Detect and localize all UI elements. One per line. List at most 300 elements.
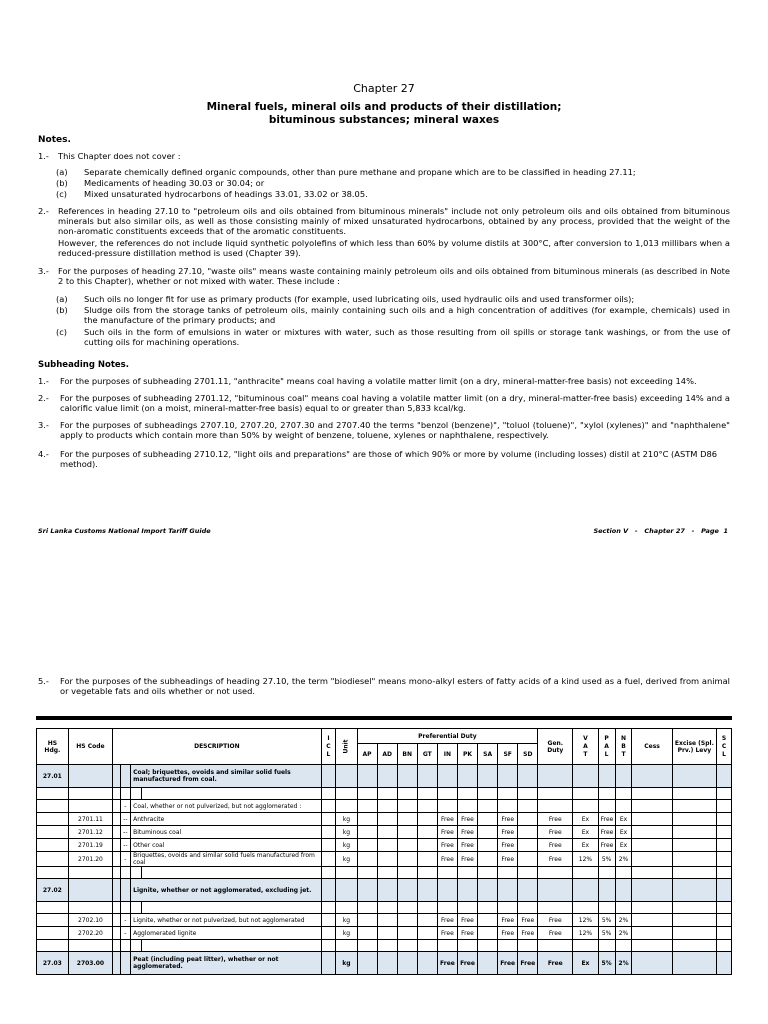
table-cell	[113, 914, 120, 927]
hs-code-cell: 2702.10	[68, 914, 112, 927]
bn-cell	[397, 765, 417, 788]
vat-cell: Ex	[573, 839, 598, 852]
description-cell: Anthracite	[131, 813, 321, 826]
pal-cell: Free	[598, 813, 615, 826]
table-cell	[68, 902, 112, 914]
ap-cell	[357, 826, 377, 839]
unit-cell: kg	[336, 813, 357, 826]
note3-item-a: Such oils no longer fit for use as primary products (for example, used lubricating oils, used hydraulic oils and used transformer oils);	[84, 294, 635, 304]
footer-page-info: Section V - Chapter 27 - Page 1	[593, 527, 728, 535]
subnote2-text: For the purposes of subheading 2701.12, "bituminous coal" means coal having a volatile matter limit (on a dry, mineral-matter-free basis) exceeding 14% and a calorific value limit (on a moist, mineral-matter-free basis) equal to or greater than 5,833 kcal/kg.	[60, 393, 730, 413]
icl-cell	[321, 914, 336, 927]
table-cell	[113, 867, 120, 879]
table-cell	[113, 940, 120, 952]
bn-cell	[397, 826, 417, 839]
hs-heading-cell: 27.02	[37, 879, 69, 902]
table-row	[37, 952, 732, 975]
icl-cell	[321, 765, 336, 788]
col-excise: Excise (Spl. Prv.) Levy	[672, 729, 716, 765]
pk-cell: Free	[457, 927, 477, 940]
table-cell	[672, 788, 716, 800]
table-cell	[357, 902, 377, 914]
note2-number: 2.-	[38, 206, 49, 216]
nbt-cell: 2%	[615, 852, 632, 867]
sd-cell: Free	[518, 927, 538, 940]
note3-item-a-label: (a)	[56, 294, 68, 304]
table-row	[37, 902, 732, 914]
col-gt: GT	[417, 744, 437, 765]
note2-text: References in heading 27.10 to "petroleum oils and oils obtained from bituminous minerals" include not only petroleum oils and oils obtained from bituminous minerals but also similar oils, as well as those consisting mainly of mixed unsaturated hydrocarbons, obtained by any process, provided that the weight of the non-aromatic constituents exceeds that of the aromatic constituents.	[58, 206, 730, 236]
table-cell	[113, 765, 120, 788]
hs-code-cell: 2703.00	[68, 952, 112, 975]
description-cell: Coal, whether or not pulverized, but not agglomerated :	[131, 800, 321, 813]
table-cell	[672, 902, 716, 914]
unit-cell	[336, 879, 357, 902]
sf-cell: Free	[498, 852, 518, 867]
description-cell: Bituminous coal	[131, 826, 321, 839]
table-cell	[478, 940, 498, 952]
in-cell: Free	[437, 839, 457, 852]
gt-cell	[417, 765, 437, 788]
table-header-row-1	[37, 729, 732, 744]
sd-cell	[518, 839, 538, 852]
table-cell	[672, 940, 716, 952]
table-cell	[717, 902, 732, 914]
unit-cell: kg	[336, 952, 357, 975]
tariff-table-body	[37, 765, 732, 975]
gen-duty-cell: Free	[538, 826, 573, 839]
unit-cell: kg	[336, 826, 357, 839]
vat-cell: Ex	[573, 952, 598, 975]
sd-cell	[518, 765, 538, 788]
dash-cell: -	[120, 914, 131, 927]
table-cell	[37, 940, 69, 952]
table-cell	[457, 788, 477, 800]
sf-cell: Free	[498, 914, 518, 927]
table-cell	[37, 867, 69, 879]
gen-duty-cell: Free	[538, 927, 573, 940]
gen-duty-cell	[538, 765, 573, 788]
subheading-notes-heading: Subheading Notes.	[38, 360, 129, 370]
cess-cell	[632, 800, 672, 813]
note3-item-c: Such oils in the form of emulsions in water or mixtures with water, such as those resulting from oil spills or storage tank washings, or from the use of cutting oils for machining operations.	[84, 327, 730, 347]
hs-code-cell	[68, 879, 112, 902]
table-cell	[68, 788, 112, 800]
description-cell: Other coal	[131, 839, 321, 852]
table-cell	[120, 788, 131, 800]
table-cell	[457, 867, 477, 879]
dash-cell: --	[120, 839, 131, 852]
sd-cell	[518, 800, 538, 813]
table-cell	[113, 852, 120, 867]
table-cell	[538, 788, 573, 800]
col-cess: Cess	[632, 729, 672, 765]
note1-item-b-label: (b)	[56, 178, 68, 188]
table-row	[37, 867, 732, 879]
col-ap: AP	[357, 744, 377, 765]
table-cell	[397, 867, 417, 879]
note1-item-c: Mixed unsaturated hydrocarbons of headings 33.01, 33.02 or 38.05.	[84, 189, 368, 199]
table-cell	[397, 940, 417, 952]
hs-code-cell: 2701.11	[68, 813, 112, 826]
pk-cell	[457, 879, 477, 902]
table-cell	[113, 902, 120, 914]
gt-cell	[417, 927, 437, 940]
table-row	[37, 852, 732, 867]
note3-text: For the purposes of heading 27.10, "waste oils" means waste containing mainly petroleum oils and oils obtained from bituminous minerals (as described in Note 2 to this Chapter), whether or not mixed with water. These include :	[58, 266, 730, 286]
vat-cell	[573, 765, 598, 788]
table-cell	[357, 867, 377, 879]
gt-cell	[417, 852, 437, 867]
excise-cell	[672, 852, 716, 867]
sf-cell	[498, 800, 518, 813]
unit-cell: kg	[336, 839, 357, 852]
subnote3-text: For the purposes of subheadings 2707.10, 2707.20, 2707.30 and 2707.40 the terms "benzol (benzene)", "toluol (toluene)", "xylol (xylenes)" and "naphthalene" apply to products which contain more than 50% by weight of benzene, toluene, xylenes or naphthalene, respectively.	[60, 420, 730, 440]
scl-cell	[717, 826, 732, 839]
table-row	[37, 914, 732, 927]
table-cell	[615, 940, 632, 952]
ap-cell	[357, 927, 377, 940]
unit-cell: kg	[336, 927, 357, 940]
cess-cell	[632, 765, 672, 788]
table-cell	[437, 788, 457, 800]
col-hs-hdg: HS Hdg.	[37, 729, 69, 765]
note1-item-a: Separate chemically defined organic compounds, other than pure methane and propane which are to be classified in heading 27.11;	[84, 167, 636, 177]
gen-duty-cell: Free	[538, 852, 573, 867]
table-cell	[357, 940, 377, 952]
note3-item-b-label: (b)	[56, 305, 68, 315]
pal-cell	[598, 800, 615, 813]
col-in: IN	[437, 744, 457, 765]
in-cell: Free	[437, 914, 457, 927]
vat-cell: 12%	[573, 914, 598, 927]
icl-cell	[321, 852, 336, 867]
icl-cell	[321, 879, 336, 902]
hs-heading-cell: 27.01	[37, 765, 69, 788]
col-nbt: N B T	[615, 729, 632, 765]
hs-heading-cell	[37, 839, 69, 852]
gen-duty-cell	[538, 800, 573, 813]
table-cell	[68, 940, 112, 952]
nbt-cell: Ex	[615, 826, 632, 839]
tariff-table	[36, 728, 732, 975]
hs-heading-cell	[37, 852, 69, 867]
excise-cell	[672, 765, 716, 788]
sa-cell	[478, 839, 498, 852]
table-cell	[336, 940, 357, 952]
nbt-cell: 2%	[615, 952, 632, 975]
table-cell	[113, 952, 120, 975]
hs-code-cell: 2701.20	[68, 852, 112, 867]
col-sf: SF	[498, 744, 518, 765]
gt-cell	[417, 826, 437, 839]
table-cell	[131, 867, 142, 879]
sd-cell	[518, 879, 538, 902]
vat-cell: Ex	[573, 813, 598, 826]
ad-cell	[377, 927, 397, 940]
table-cell	[518, 867, 538, 879]
pk-cell: Free	[457, 813, 477, 826]
table-cell	[113, 839, 120, 852]
table-cell	[68, 867, 112, 879]
table-cell	[538, 940, 573, 952]
col-hs-code: HS Code	[68, 729, 112, 765]
col-pk: PK	[457, 744, 477, 765]
icl-cell	[321, 826, 336, 839]
note3-number: 3.-	[38, 266, 49, 276]
pal-cell	[598, 765, 615, 788]
footer-guide-title: Sri Lanka Customs National Import Tariff Guide	[38, 527, 211, 535]
dash-cell: -	[120, 852, 131, 867]
table-cell	[598, 940, 615, 952]
table-cell	[321, 788, 336, 800]
gt-cell	[417, 800, 437, 813]
in-cell: Free	[437, 826, 457, 839]
sd-cell: Free	[518, 914, 538, 927]
table-cell	[377, 788, 397, 800]
sa-cell	[478, 952, 498, 975]
table-row	[37, 788, 732, 800]
sf-cell	[498, 879, 518, 902]
sf-cell: Free	[498, 813, 518, 826]
scl-cell	[717, 879, 732, 902]
excise-cell	[672, 826, 716, 839]
table-cell	[518, 788, 538, 800]
scl-cell	[717, 765, 732, 788]
dash-cell: --	[120, 813, 131, 826]
icl-cell	[321, 952, 336, 975]
icl-cell	[321, 800, 336, 813]
gen-duty-cell: Free	[538, 914, 573, 927]
in-cell: Free	[437, 952, 457, 975]
gen-duty-cell: Free	[538, 839, 573, 852]
ap-cell	[357, 914, 377, 927]
table-cell	[437, 867, 457, 879]
vat-cell	[573, 800, 598, 813]
table-cell	[336, 788, 357, 800]
unit-cell: kg	[336, 852, 357, 867]
table-cell	[417, 940, 437, 952]
col-preferential-duty: Preferential Duty	[357, 729, 538, 744]
pk-cell	[457, 800, 477, 813]
table-cell	[397, 902, 417, 914]
table-cell	[120, 867, 131, 879]
description-cell: Coal; briquettes, ovoids and similar solid fuels manufactured from coal.	[131, 765, 321, 788]
chapter-number: Chapter 27	[353, 82, 415, 95]
table-cell	[518, 902, 538, 914]
table-row	[37, 826, 732, 839]
ap-cell	[357, 813, 377, 826]
bn-cell	[397, 952, 417, 975]
pal-cell: 5%	[598, 927, 615, 940]
gt-cell	[417, 813, 437, 826]
col-bn: BN	[397, 744, 417, 765]
table-cell	[573, 788, 598, 800]
sf-cell: Free	[498, 927, 518, 940]
table-cell	[37, 902, 69, 914]
sd-cell: Free	[518, 952, 538, 975]
table-cell	[141, 940, 321, 952]
table-cell	[478, 867, 498, 879]
hs-code-cell	[68, 800, 112, 813]
col-vat: V A T	[573, 729, 598, 765]
dash-cell: -	[120, 927, 131, 940]
ap-cell	[357, 952, 377, 975]
gt-cell	[417, 914, 437, 927]
table-cell	[672, 867, 716, 879]
table-cell	[573, 940, 598, 952]
table-cell	[437, 940, 457, 952]
hs-heading-cell	[37, 800, 69, 813]
subnote4-text: For the purposes of subheading 2710.12, "light oils and preparations" are those of which 90% or more by volume (including losses) distil at 210°C (ASTM D86 method).	[60, 449, 718, 469]
bn-cell	[397, 839, 417, 852]
description-cell: Lignite, whether or not pulverized, but not agglomerated	[131, 914, 321, 927]
sa-cell	[478, 879, 498, 902]
note5-text: For the purposes of the subheadings of heading 27.10, the term "biodiesel" means mono-alkyl esters of fatty acids of a kind used as a fuel, derived from animal or vegetable fats and oils whether or not used.	[60, 676, 730, 696]
col-pal: P A L	[598, 729, 615, 765]
table-cell	[498, 902, 518, 914]
table-row	[37, 940, 732, 952]
chapter-title-line1: Mineral fuels, mineral oils and products of their distillation;	[206, 101, 562, 113]
sa-cell	[478, 800, 498, 813]
table-top-rule	[36, 716, 732, 720]
nbt-cell: 2%	[615, 914, 632, 927]
note5-number: 5.-	[38, 676, 49, 686]
table-cell	[437, 902, 457, 914]
sa-cell	[478, 927, 498, 940]
ap-cell	[357, 839, 377, 852]
bn-cell	[397, 800, 417, 813]
note1-number: 1.-	[38, 151, 49, 161]
table-cell	[321, 902, 336, 914]
table-cell	[377, 867, 397, 879]
subnote1-text: For the purposes of subheading 2701.11, "anthracite" means coal having a volatile matter limit (on a dry, mineral-matter-free basis) not exceeding 14%.	[60, 376, 697, 386]
ad-cell	[377, 800, 397, 813]
sa-cell	[478, 765, 498, 788]
dash-cell: -	[120, 800, 131, 813]
in-cell: Free	[437, 852, 457, 867]
table-cell	[131, 940, 142, 952]
table-cell	[598, 902, 615, 914]
excise-cell	[672, 879, 716, 902]
ad-cell	[377, 852, 397, 867]
gen-duty-cell: Free	[538, 813, 573, 826]
vat-cell	[573, 879, 598, 902]
scl-cell	[717, 927, 732, 940]
bn-cell	[397, 879, 417, 902]
pal-cell: Free	[598, 839, 615, 852]
dash-cell	[120, 879, 131, 902]
table-row	[37, 927, 732, 940]
hs-code-cell: 2701.12	[68, 826, 112, 839]
ad-cell	[377, 914, 397, 927]
hs-code-cell: 2702.20	[68, 927, 112, 940]
ad-cell	[377, 879, 397, 902]
pal-cell: 5%	[598, 914, 615, 927]
dash-cell	[120, 952, 131, 975]
cess-cell	[632, 826, 672, 839]
pal-cell: 5%	[598, 952, 615, 975]
in-cell	[437, 879, 457, 902]
table-cell	[598, 867, 615, 879]
in-cell	[437, 800, 457, 813]
col-ad: AD	[377, 744, 397, 765]
bn-cell	[397, 914, 417, 927]
nbt-cell	[615, 800, 632, 813]
table-cell	[397, 788, 417, 800]
unit-cell	[336, 800, 357, 813]
pal-cell: 5%	[598, 852, 615, 867]
excise-cell	[672, 839, 716, 852]
vat-cell: Ex	[573, 826, 598, 839]
cess-cell	[632, 813, 672, 826]
sa-cell	[478, 813, 498, 826]
table-cell	[478, 902, 498, 914]
note3-item-b: Sludge oils from the storage tanks of petroleum oils, mainly containing such oils and a high concentration of additives (for example, chemicals) used in the manufacture of the primary products; and	[84, 305, 730, 325]
pk-cell: Free	[457, 839, 477, 852]
pk-cell: Free	[457, 852, 477, 867]
cess-cell	[632, 852, 672, 867]
col-gen-duty: Gen. Duty	[538, 729, 573, 765]
table-cell	[336, 867, 357, 879]
table-cell	[538, 902, 573, 914]
scl-cell	[717, 813, 732, 826]
table-cell	[538, 867, 573, 879]
table-cell	[717, 940, 732, 952]
table-row	[37, 839, 732, 852]
table-cell	[141, 788, 321, 800]
ad-cell	[377, 952, 397, 975]
table-cell	[632, 867, 672, 879]
table-cell	[717, 788, 732, 800]
sd-cell	[518, 852, 538, 867]
gt-cell	[417, 839, 437, 852]
nbt-cell: Ex	[615, 839, 632, 852]
hs-heading-cell: 27.03	[37, 952, 69, 975]
subnote3-number: 3.-	[38, 420, 49, 430]
pk-cell: Free	[457, 952, 477, 975]
nbt-cell	[615, 879, 632, 902]
ad-cell	[377, 765, 397, 788]
table-cell	[321, 867, 336, 879]
col-sd: SD	[518, 744, 538, 765]
table-cell	[518, 940, 538, 952]
table-cell	[615, 867, 632, 879]
subnote2-number: 2.-	[38, 393, 49, 403]
sf-cell: Free	[498, 952, 518, 975]
table-cell	[37, 788, 69, 800]
cess-cell	[632, 952, 672, 975]
table-cell	[113, 788, 120, 800]
table-cell	[632, 902, 672, 914]
table-cell	[498, 788, 518, 800]
col-scl: S C L	[717, 729, 732, 765]
note1-item-c-label: (c)	[56, 189, 68, 199]
table-cell	[615, 902, 632, 914]
table-cell	[336, 902, 357, 914]
in-cell: Free	[437, 813, 457, 826]
col-description: DESCRIPTION	[113, 729, 321, 765]
cess-cell	[632, 927, 672, 940]
note1-item-a-label: (a)	[56, 167, 68, 177]
table-cell	[457, 940, 477, 952]
vat-cell: 12%	[573, 927, 598, 940]
sf-cell	[498, 765, 518, 788]
subnote1-number: 1.-	[38, 376, 49, 386]
table-cell	[141, 867, 321, 879]
sf-cell: Free	[498, 826, 518, 839]
table-cell	[131, 902, 142, 914]
